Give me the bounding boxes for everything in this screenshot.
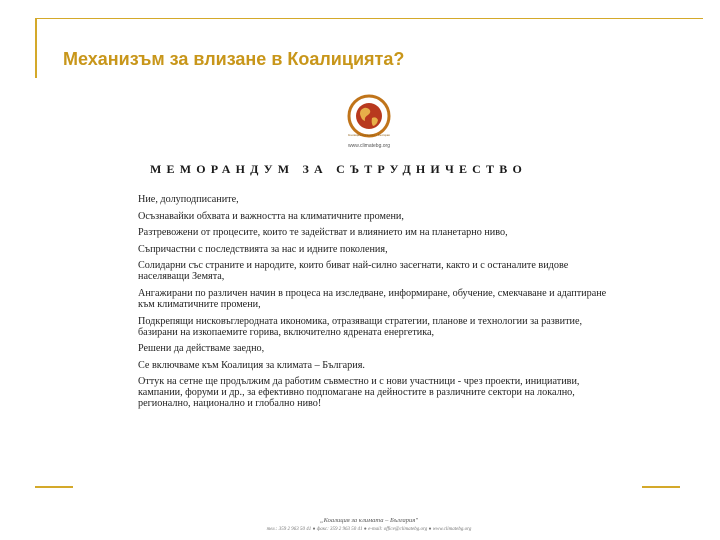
memo-paragraph: Разтревожени от процесите, които те задействат и влиянието им на планетарно ниво, [138, 227, 508, 239]
memo-paragraph: Солидарни със страните и народите, които биват най-силно засегнати, както и с останалите видове населяващи Земята, [138, 260, 569, 283]
globe-icon [356, 103, 382, 129]
footer-organization: „Коалиция за климата – България" [319, 517, 419, 524]
website-url: www.climatebg.org [348, 143, 390, 149]
memo-paragraph: Подкрепящи нисковъглеродната икономика, отразяващи стратегии, планове и технологии за развитие, базирани на изкопаемите горива, включително ядрената енергетика, [138, 315, 583, 338]
memo-paragraph: Оттук на сетне ще продължим да работим съвместно и с нови участници - чрез проекти, инициативи, кампании, форуми и др., за ефективно подпомагане на дейностите в различните сектори на локално, регионално, национално и глобално ниво! [138, 376, 580, 410]
frame-line-vertical [35, 18, 37, 78]
logo-ring-text: Коалиция за климата – България [348, 133, 390, 137]
memo-paragraph: Осъзнавайки обхвата и важността на климатичните промени, [138, 210, 404, 222]
frame-line-bottom-right [642, 486, 680, 488]
memo-paragraph: Ние, долуподписаните, [138, 194, 239, 205]
memorandum-document [126, 90, 612, 540]
memo-paragraph: Се включваме към Коалиция за климата – България. [138, 359, 365, 371]
memo-body [138, 194, 608, 415]
coalition-logo [339, 94, 399, 138]
memo-paragraph: Съпричастни с последствията за нас и идните поколения, [138, 243, 388, 255]
frame-line-bottom-left [35, 486, 73, 488]
memo-paragraph: Решени да действаме заедно, [138, 343, 265, 355]
memo-paragraph: Ангажирани по различен начин в процеса на изследване, информиране, обучение, смекчаване и адаптиране към климатичните промени, [138, 287, 607, 310]
slide-title: Механизъм за влизане в Коалицията? [63, 49, 405, 69]
memo-heading: МЕМОРАНДУМ ЗА СЪТРУДНИЧЕСТВО [150, 162, 527, 176]
frame-line-top [35, 18, 703, 19]
footer-contacts: тел.: 359 2 963 50 41 ● факс: 359 2 963 50 41 ● e-mail: office@climatebg.org ● www.climatebg.org [266, 527, 472, 532]
